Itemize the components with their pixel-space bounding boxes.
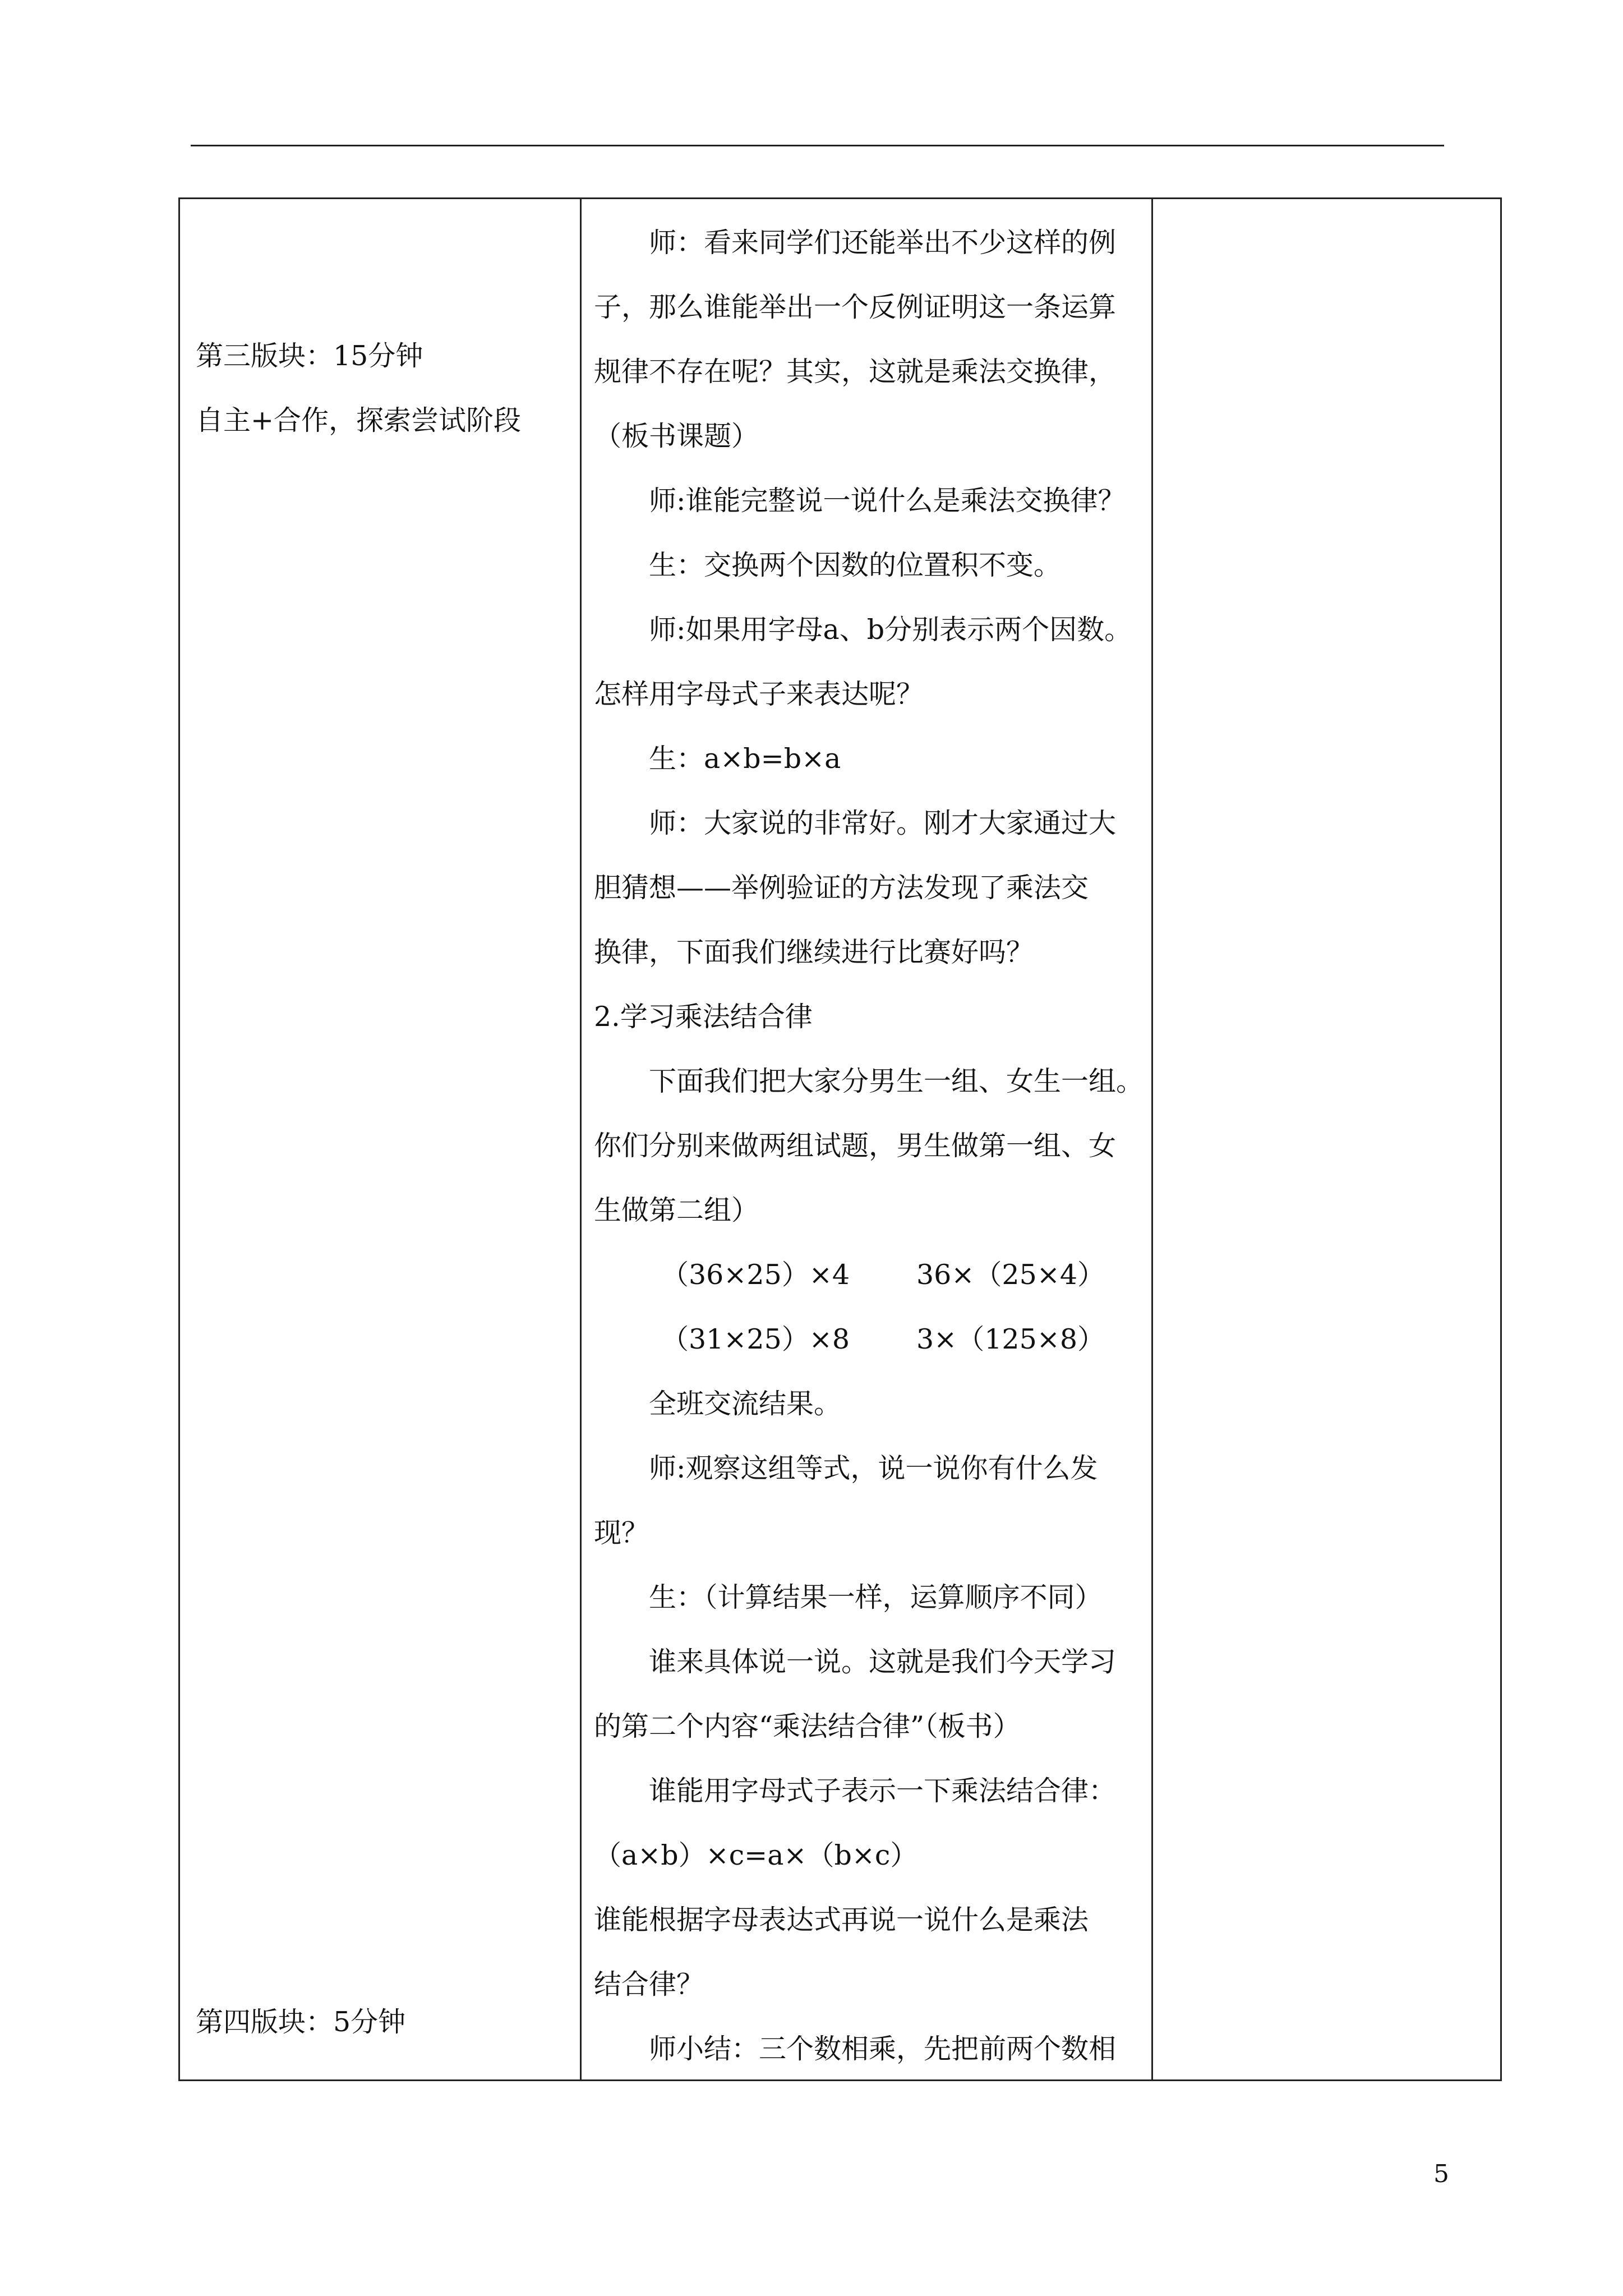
content-line: （a×b）×c=a×（b×c） bbox=[594, 1839, 918, 1871]
content-line: 全班交流结果。 bbox=[649, 1388, 842, 1420]
content-line: 生：（计算结果一样，运算顺序不同） bbox=[649, 1581, 1103, 1613]
content-line: 谁来具体说一说。这就是我们今天学习 bbox=[649, 1646, 1117, 1678]
content-line: 师：大家说的非常好。刚才大家通过大 bbox=[649, 807, 1117, 839]
page-number: 5 bbox=[1433, 2160, 1449, 2188]
content-line: （板书课题） bbox=[594, 420, 759, 452]
expression-row bbox=[594, 1307, 1146, 1372]
content-line: 师:谁能完整说一说什么是乘法交换律？ bbox=[649, 485, 1126, 517]
content-line: 生做第二组） bbox=[594, 1194, 759, 1226]
lesson-plan-table bbox=[178, 197, 1502, 2081]
column-divider bbox=[1151, 199, 1153, 2079]
content-line: 结合律？ bbox=[594, 1968, 704, 2000]
lesson-content bbox=[594, 210, 1146, 2081]
expression: （36×25）×4 bbox=[661, 1259, 850, 1291]
content-line: 胆猜想——举例验证的方法发现了乘法交 bbox=[594, 872, 1089, 904]
content-line: 生：a×b=b×a bbox=[649, 743, 841, 775]
section-label-third: 第三版块：15分钟 bbox=[196, 340, 423, 372]
content-line: 的第二个内容“乘法结合律”（板书） bbox=[594, 1710, 1021, 1742]
content-line: 规律不存在呢？其实，这就是乘法交换律， bbox=[594, 356, 1117, 388]
content-line: 谁能根据字母表达式再说一说什么是乘法 bbox=[594, 1904, 1089, 1936]
content-line: 怎样用字母式子来表达呢？ bbox=[594, 678, 924, 710]
expression: 36×（25×4） bbox=[916, 1259, 1105, 1291]
content-line: 师:观察这组等式，说一说你有什么发 bbox=[649, 1452, 1098, 1484]
expression: 3×（125×8） bbox=[916, 1323, 1105, 1355]
content-line: 师:如果用字母a、b分别表示两个因数。 bbox=[649, 614, 1132, 646]
content-line: 师小结：三个数相乘，先把前两个数相 bbox=[649, 2033, 1117, 2065]
section-label-third-stage: 自主+合作，探索尝试阶段 bbox=[196, 404, 522, 436]
content-line: 2.学习乘法结合律 bbox=[594, 1001, 813, 1033]
content-line: 生：交换两个因数的位置积不变。 bbox=[649, 549, 1062, 581]
header-rule bbox=[191, 145, 1444, 146]
content-line: 师：看来同学们还能举出不少这样的例 bbox=[649, 227, 1117, 259]
column-divider bbox=[580, 199, 582, 2079]
expression: （31×25）×8 bbox=[661, 1323, 850, 1355]
content-line: 现？ bbox=[594, 1517, 649, 1549]
content-line: 谁能用字母式子表示一下乘法结合律： bbox=[649, 1775, 1117, 1807]
content-line: 下面我们把大家分男生一组、女生一组。 bbox=[649, 1065, 1144, 1097]
content-line: 你们分别来做两组试题，男生做第一组、女 bbox=[594, 1130, 1117, 1162]
section-label-fourth: 第四版块：5分钟 bbox=[196, 2006, 406, 2038]
content-line: 子，那么谁能举出一个反例证明这一条运算 bbox=[594, 291, 1117, 323]
expression-row bbox=[594, 1243, 1146, 1307]
content-line: 换律，下面我们继续进行比赛好吗？ bbox=[594, 936, 1034, 968]
